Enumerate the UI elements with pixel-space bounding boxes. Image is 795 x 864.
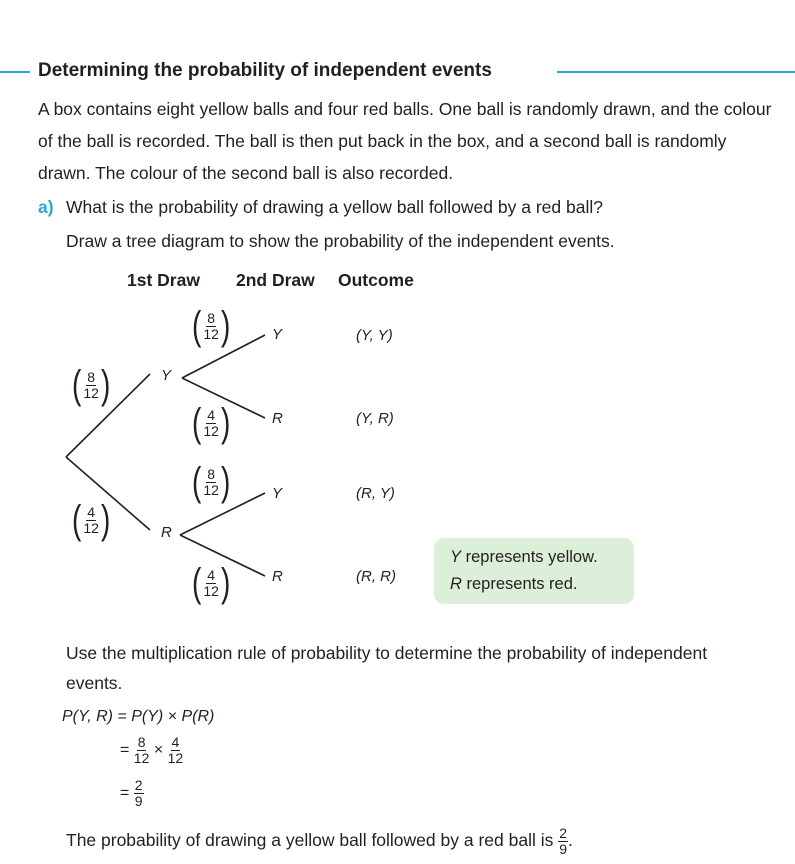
math-line-1: P(Y, R) = P(Y) × P(R) — [62, 708, 215, 725]
prob-second-yy: ( 8 12 ) — [191, 304, 231, 348]
legend-red: R represents red. — [450, 575, 578, 593]
legend-box — [434, 538, 634, 604]
prob-second-rr: ( 4 12 ) — [191, 561, 231, 605]
conclusion-text: The probability of drawing a yellow ball followed by a red ball is $\frac{2}{9}$ . — [66, 825, 573, 857]
outcome-rr: (R, R) — [356, 568, 396, 585]
question-instruction: Draw a tree diagram to show the probability of the independent events. — [66, 231, 615, 251]
node-second-rr: R — [272, 568, 283, 585]
prob-second-ry: ( 8 12 ) — [191, 460, 231, 504]
node-second-ry: Y — [272, 485, 283, 502]
explanation-text: Use the multiplication rule of probability to determine the probability of independent events. — [66, 643, 708, 693]
legend-yellow: Y represents yellow. — [450, 548, 598, 566]
math-line-3: = $\frac{2}{9}$ — [120, 777, 143, 809]
part-label: a) — [38, 197, 54, 217]
question-text: What is the probability of drawing a yellow ball followed by a red ball? — [66, 197, 603, 217]
prob-second-yr: ( 4 12 ) — [191, 401, 231, 445]
prob-first-yellow: ( 8 12 ) — [71, 363, 111, 407]
node-second-yy: Y — [272, 326, 283, 343]
header-1st-draw: 1st Draw — [127, 270, 200, 290]
math-line-2: = $\frac{8}{12}$ × $\frac{4}{12}$ — [120, 734, 184, 766]
prob-first-red: ( 4 12 ) — [71, 498, 111, 542]
outcome-ry: (R, Y) — [356, 485, 395, 502]
outcome-yr: (Y, R) — [356, 410, 394, 427]
node-second-yr: R — [272, 410, 283, 427]
header-outcome: Outcome — [338, 270, 414, 290]
node-first-yellow: Y — [161, 367, 172, 384]
outcome-yy: (Y, Y) — [356, 327, 393, 344]
section-title: Determining the probability of independent events — [38, 60, 492, 81]
intro-paragraph: A box contains eight yellow balls and four red balls. One ball is randomly drawn, and the colour of the ball is recorded. The ball is then put back in the box, and a second ball is randomly drawn. The colour of the second ball is also recorded. — [38, 99, 772, 183]
header-2nd-draw: 2nd Draw — [236, 270, 315, 290]
node-first-red: R — [161, 524, 172, 541]
